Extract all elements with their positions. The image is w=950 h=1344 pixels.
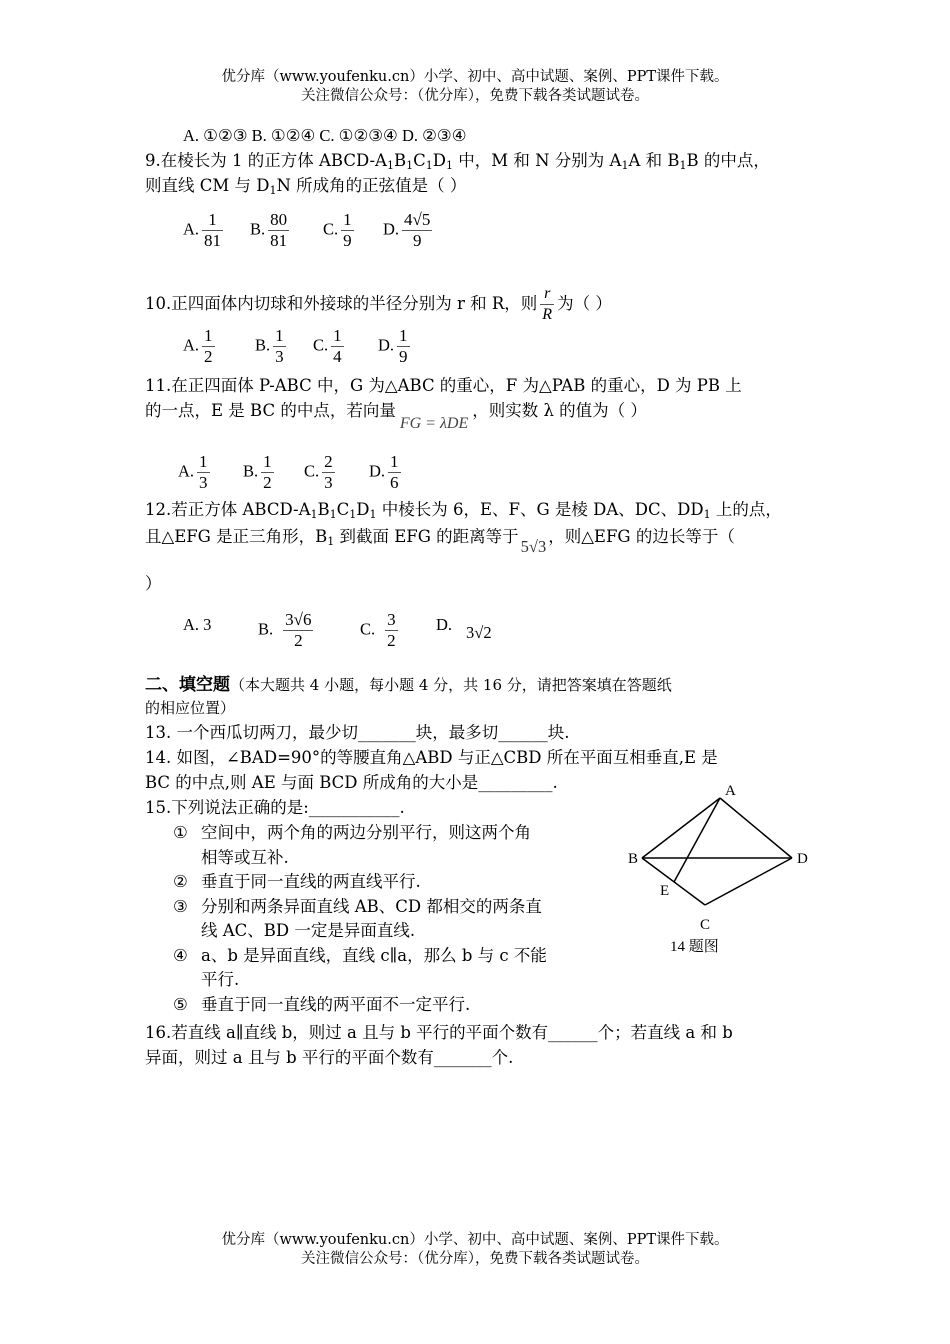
page-footer-line2: 关注微信公众号：（优分库），免费下载各类试题试卷。 (301, 1251, 649, 1267)
q15-item-3: ③ 分别和两条异面直线 AB、CD 都相交的两条直 线 AC、BD 一定是异面直线. (173, 896, 542, 940)
q15-stem: 15.下列说法正确的是:___________. (145, 798, 405, 817)
q12-stem-line3: ） (145, 574, 162, 593)
q9-stem-line2: 则直线 CM 与 $D_1N$ 所成角的正弦值是（ ） (145, 176, 467, 197)
edge-ae (674, 798, 720, 882)
q10-option-d: D. $\frac{1}{9}$ (378, 326, 408, 366)
figure-caption: 14 题图 (670, 939, 719, 955)
q12-option-c: C. $\frac{3}{2}$ (360, 610, 396, 650)
q14-line1: 14. 如图，∠BAD=90°的等腰直角△ABD 与正△CBD 所在平面互相垂直,E 是 (145, 748, 718, 767)
page-footer-line1: 优分库（www.youfenku.cn）小学、初中、高中试题、案例、PPT课件下载。 (221, 1232, 729, 1248)
label-d: D (797, 851, 808, 867)
q9-stem-line1: 9.在棱长为 1 的正方体 ABCD-$A_1B_1C_1D_1$ 中，M 和 N 分别为 $A_1A$ 和 $B_1B$ 的中点， (145, 151, 770, 172)
q11-option-d: D. $\frac{1}{6}$ (369, 452, 399, 492)
q11-stem-line2: 的一点，E 是 BC 的中点，若向量FG = λDE，则实数 λ 的值为（ ） (145, 401, 647, 432)
label-b: B (628, 851, 639, 867)
label-a: A (725, 783, 736, 799)
q10-stem: 10.正四面体内切球和外接球的半径分别为 r 和 R，则 $\frac{r}{R}$ 为（ ） (145, 285, 612, 323)
q15-item-5: ⑤ 垂直于同一直线的两平面不一定平行. (173, 994, 471, 1014)
q16-line1: 16.若直线 a∥直线 b，则过 a 且与 b 平行的平面个数有______个；若直线 a 和 b (145, 1023, 733, 1042)
q11-option-b: B. $\frac{1}{2}$ (243, 452, 272, 492)
q12-distance: 5√3 (520, 537, 547, 556)
figure-14-diagram (620, 775, 820, 965)
q12-option-a: A. 3 (183, 615, 212, 634)
q13-text: 13. 一个西瓜切两刀，最少切_______块，最多切______块. (145, 723, 570, 742)
section2-note-line2: 的相应位置） (145, 699, 236, 717)
q11-option-a: A. $\frac{1}{3}$ (178, 452, 208, 492)
q9-option-a: A. $\frac{1}{81}$ (183, 210, 222, 250)
q15-item-2: ② 垂直于同一直线的两直线平行. (173, 872, 421, 891)
q14-line2: BC 的中点,则 AE 与面 BCD 所成角的大小是_________. (145, 773, 558, 792)
section2-heading: 二、填空题（本大题共 4 小题，每小题 4 分，共 16 分，请把答案填在答题纸 (145, 675, 672, 695)
q9-option-d: D. $\frac{4√5}{9}$ (383, 210, 431, 250)
edge-cd (705, 858, 792, 905)
q11-vector-formula: FG = λDE (399, 415, 469, 432)
q10-option-a: A. $\frac{1}{2}$ (183, 326, 213, 366)
q8-options: A. ①②③ B. ①②④ C. ①②③④ D. ②③④ (183, 126, 467, 145)
q15-list (173, 821, 613, 1017)
q11-option-c: C. $\frac{2}{3}$ (304, 452, 333, 492)
label-c: C (700, 917, 711, 933)
label-e: E (660, 883, 670, 899)
q15-item-1: ① 空间中，两个角的两边分别平行，则这两个角 相等或互补. (173, 823, 531, 867)
q15-item-4: ④ a、b 是异面直线，直线 c∥a，那么 b 与 c 不能 平行. (173, 945, 547, 989)
q12-stem-line2: 且△EFG 是正三角形，$B_1$ 到截面 EFG 的距离等于5√3，则△EFG 的边长等于（ (145, 527, 735, 556)
edge-ad (720, 798, 792, 858)
q10-option-c: C. $\frac{1}{4}$ (313, 326, 342, 366)
q10-option-b: B. $\frac{1}{3}$ (255, 326, 284, 366)
q9-option-c: C. $\frac{1}{9}$ (323, 210, 352, 250)
q12-stem-line1: 12.若正方体 ABCD-$A_1B_1C_1D_1$ 中棱长为 6，E、F、G 是棱 DA、DC、$DD_1$ 上的点， (145, 500, 782, 521)
page-header-line2: 关注微信公众号：（优分库），免费下载各类试题试卷。 (301, 88, 649, 104)
q12-option-b: B. $\frac{3√6}{2}$ (258, 610, 312, 650)
q9-option-b: B. $\frac{80}{81}$ (250, 210, 288, 250)
q11-stem-line1: 11.在正四面体 P-ABC 中，G 为△ABC 的重心，F 为△PAB 的重心，D 为 PB 上 (145, 376, 742, 395)
page-header-line1: 优分库（www.youfenku.cn）小学、初中、高中试题、案例、PPT课件下载。 (221, 69, 729, 85)
q16-line2: 异面，则过 a 且与 b 平行的平面个数有_______个. (145, 1048, 514, 1067)
edge-ba (642, 798, 720, 858)
q12-option-d: D. 3√2 (436, 615, 492, 642)
